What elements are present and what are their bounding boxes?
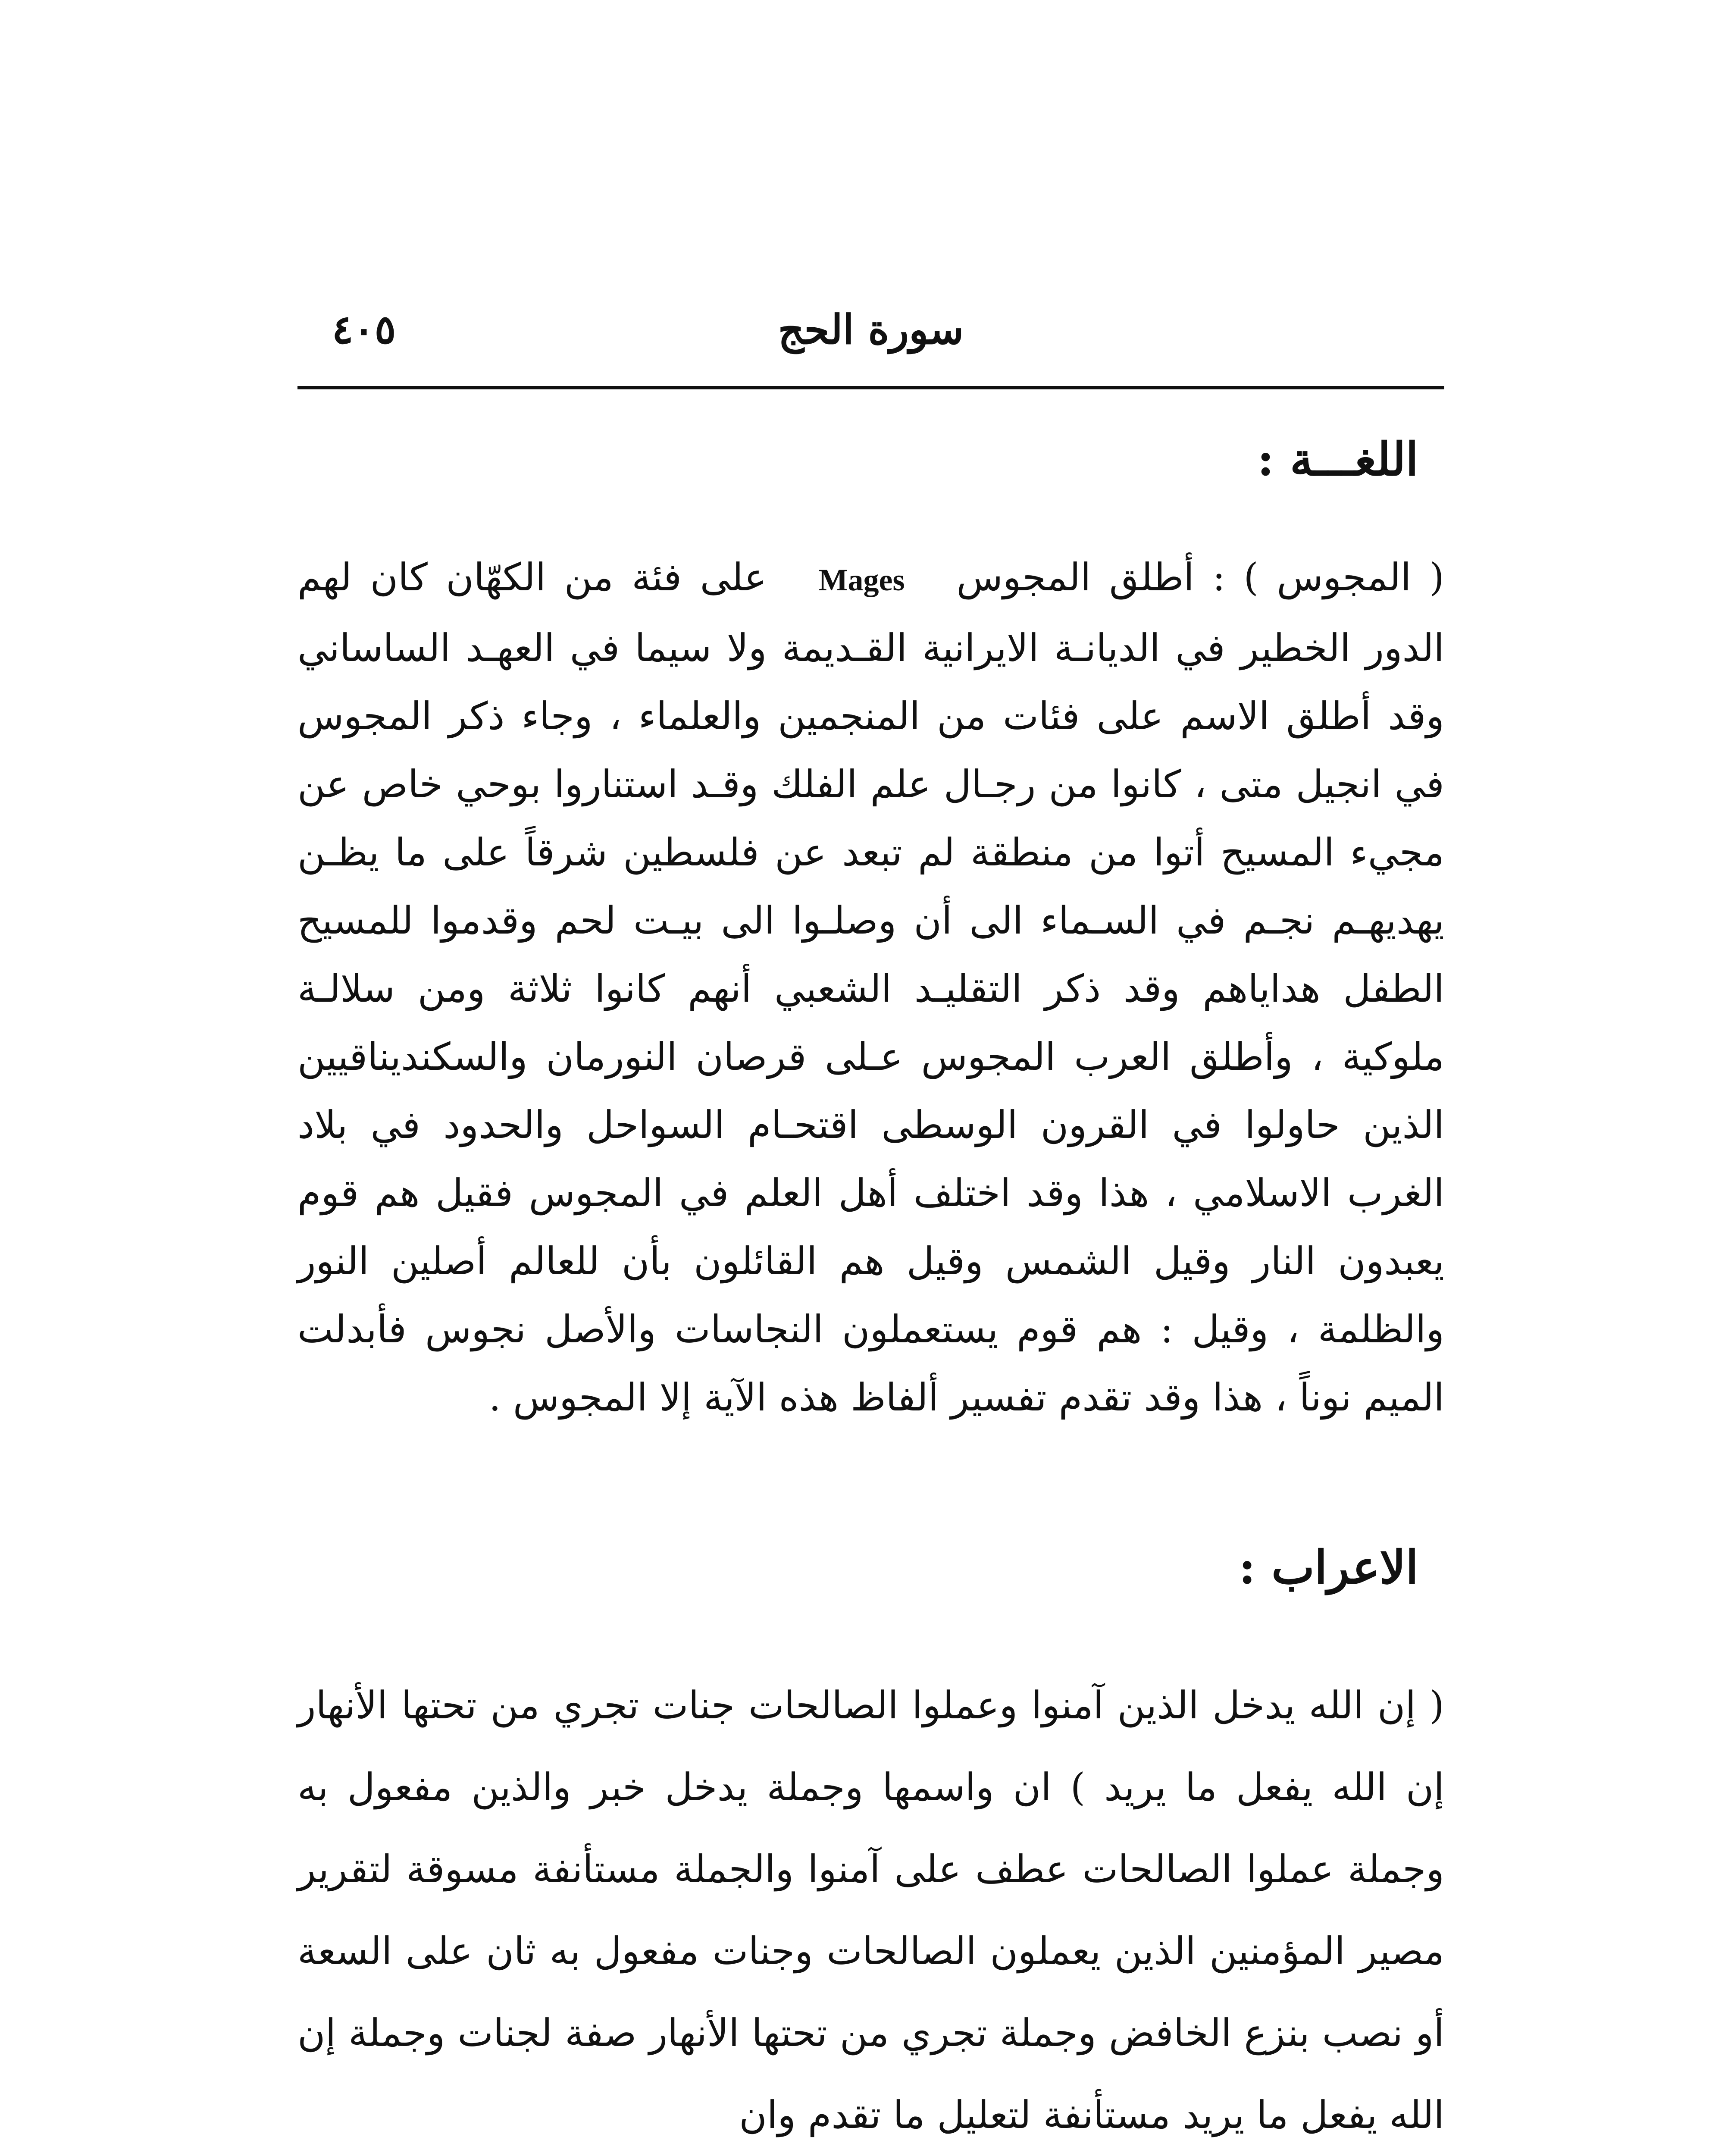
header-rule [297, 386, 1444, 389]
lang-text-after: على فئة من الكهّان كان لهم الدور الخطير في الديانـة الايرانية القـديمة ولا سيما في العهـد الساساني وقد أطلق الاسم على فئات من المنجمين والعلماء ، وجاء ذكر المجوس في انجيل متى ، كانوا من رجـال علم الفلك وقـد استناروا بوحي خاص عن مجيء المسيح أتوا من منطقة لم تبعد عن فلسطين شرقاً على ما يظـن يهديهـم نجـم في السـماء الى أن وصلـوا الى بيـت لحم وقدموا للمسيح الطفل هداياهم وقد ذكر التقليـد الشعبي أنهم كانوا ثلاثة ومن سلالـة ملوكية ، وأطلق العرب المجوس عـلى قرصان النورمان والسكنديناقيين الذين حاولوا في القرون الوسطى اقتحـام السواحل والحدود في بلاد الغرب الاسلامي ، هذا وقد اختلف أهل العلم في المجوس فقيل هم قوم يعبدون النار وقيل الشمس وقيل هم القائلون بأن للعالم أصلين النور والظلمة ، وقيل : هم قوم يستعملون النجاسات والأصل نجوس فأبدلت الميم نوناً ، هذا وقد تقدم تفسير ألفاظ هذه الآية إلا المجوس . [297, 555, 1444, 1420]
page-body [297, 423, 1444, 2156]
lang-text-before: ( المجوس ) : أطلق المجوس [956, 555, 1444, 599]
page-header [297, 289, 1444, 375]
section-heading-lang: اللغـــة : [1257, 432, 1418, 486]
running-title: سورة الحج [778, 306, 964, 354]
page-number: ٤٠٥ [332, 306, 396, 353]
iraab-paragraph: ( إن الله يدخل الذين آمنوا وعملوا الصالحات جنات تجري من تحتها الأنهار إن الله يفعل ما يريد ) ان واسمها وجملة يدخل خبر والذين مفعول به وجملة عملوا الصالحات عطف على آمنوا والجملة مستأنفة مسوقة لتقرير مصير المؤمنين الذين يعملون الصالحات وجنات مفعول به ثان على السعة أو نصب بنزع الخافض وجملة تجري من تحتها الأنهار صفة لجنات وجملة إن الله يفعل ما يريد مستأنفة لتعليل ما تقدم وان [297, 1683, 1444, 2137]
section-heading-iraab: الاعراب : [1239, 1540, 1418, 1594]
latin-term: Mages [818, 563, 905, 597]
lang-paragraph [297, 543, 1444, 1432]
